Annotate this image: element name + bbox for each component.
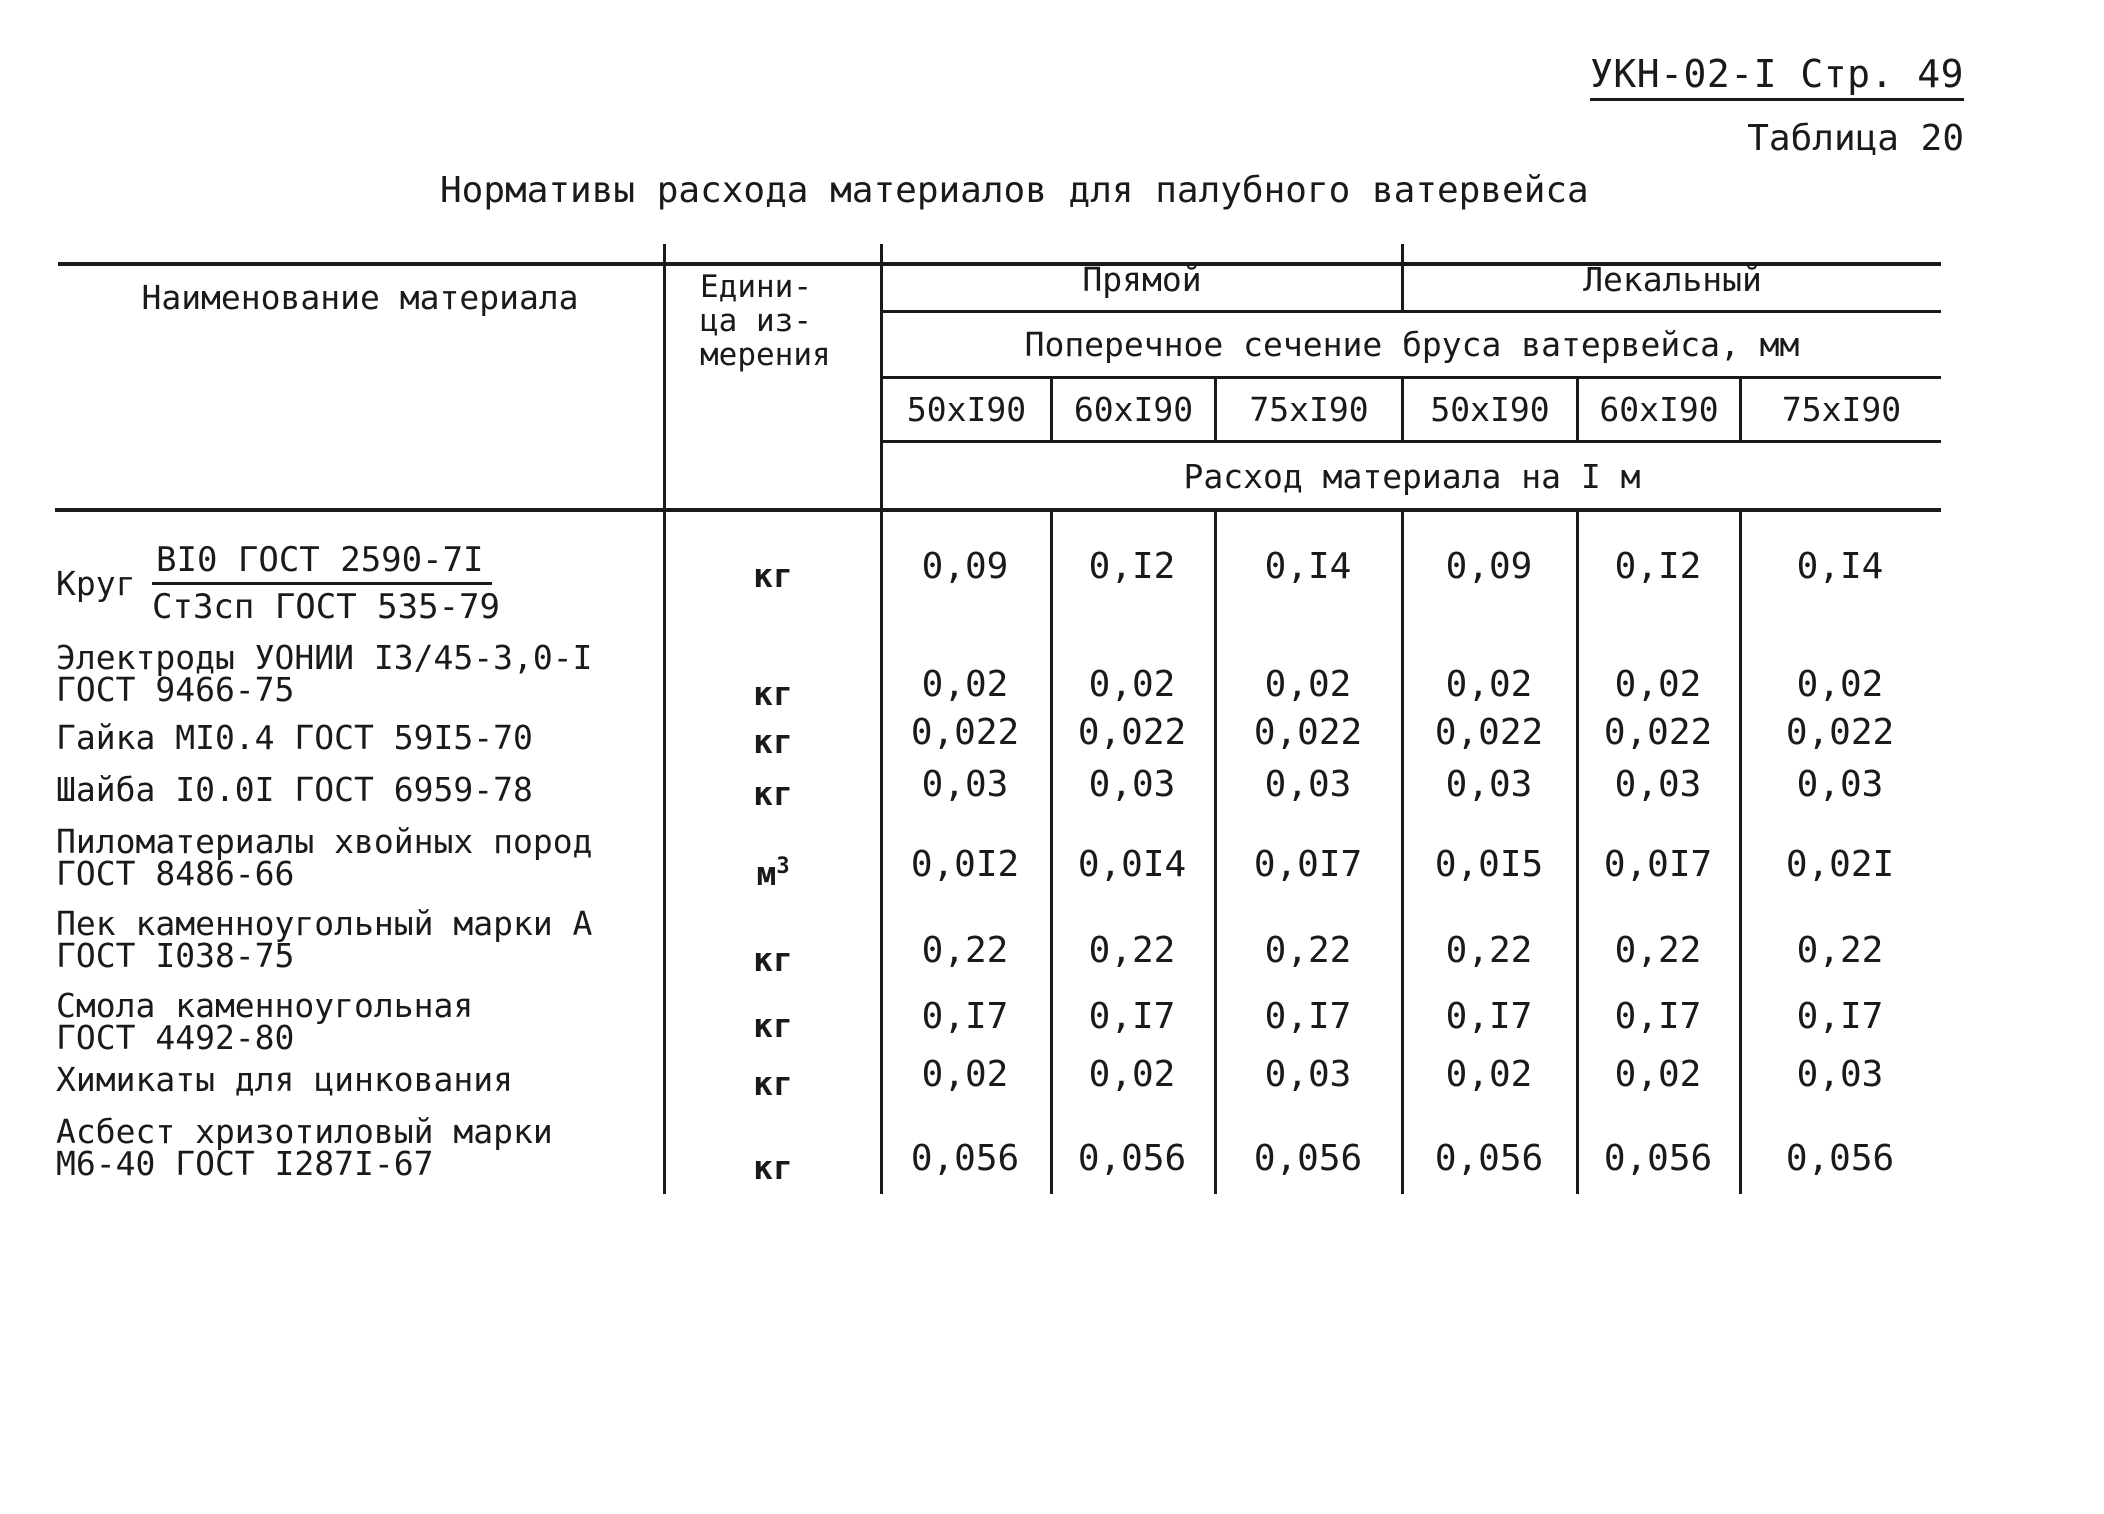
value-cell: 0,056 [1434,1138,1544,1179]
value-cell: 0,02 [1088,664,1176,705]
body-col-divider-5 [1739,512,1742,1194]
unit-cell: кг [753,1148,793,1187]
header-bottom-rule [55,508,1941,512]
value-cell: 0,02 [1088,1054,1176,1095]
value-cell: 0,09 [1445,546,1533,587]
value-cell: 0,09 [921,546,1009,587]
material-name: Пиломатериалы хвойных пород ГОСТ 8486-66 [56,822,593,893]
value-cell: 0,03 [1796,1054,1884,1095]
unit-cell: кг [753,722,793,761]
value-cell: 0,022 [1434,712,1544,753]
value-cell: 0,22 [1796,930,1884,971]
value-cell: 0,02 [1264,664,1352,705]
group-straight-header: Прямой [1082,259,1202,299]
size-header-5: 60хI90 [1599,389,1719,429]
value-cell: 0,0I7 [1603,844,1713,885]
value-cell: 0,I7 [1445,996,1533,1037]
body-col-divider-2 [1214,512,1217,1194]
value-cell: 0,02 [1445,664,1533,705]
value-cell: 0,I7 [1796,996,1884,1037]
value-cell: 0,03 [1445,764,1533,805]
value-cell: 0,02 [1614,664,1702,705]
material-name: Асбест хризотиловый марки М6-40 ГОСТ I287I-67 [56,1112,553,1183]
value-cell: 0,I7 [1614,996,1702,1037]
value-cell: 0,I4 [1796,546,1884,587]
value-cell: 0,03 [1614,764,1702,805]
material-name: Электроды УОНИИ I3/45-3,0-I ГОСТ 9466-75 [56,638,593,709]
section-caption-top-rule [880,310,1941,313]
value-cell: 0,22 [921,930,1009,971]
value-cell: 0,02 [1445,1054,1533,1095]
value-cell: 0,I4 [1264,546,1352,587]
value-cell: 0,022 [1785,712,1895,753]
size-header-3: 75хI90 [1249,389,1369,429]
value-cell: 0,022 [1603,712,1713,753]
material-name: Круг [56,564,136,603]
material-name-fraction [152,540,500,627]
table-title: Нормативы расхода материалов для палубного ватервейса [440,170,1589,211]
unit-column-header: Едини- ца из- мерения [700,269,831,373]
material-column-header: Наименование материала [141,277,579,317]
unit-cell: $м^3$ [756,854,790,893]
value-cell: 0,I7 [1264,996,1352,1037]
unit-cell: кг [753,674,793,713]
consumption-caption: Расход материала на I м [1183,456,1641,496]
size-header-4: 50хI90 [1430,389,1550,429]
value-cell: 0,0I7 [1253,844,1363,885]
material-name: Гайка МI0.4 ГОСТ 59I5-70 [56,718,533,757]
value-cell: 0,02 [1614,1054,1702,1095]
material-name: Пек каменноугольный марки А ГОСТ I038-75 [56,904,593,975]
material-name: Шайба I0.0I ГОСТ 6959-78 [56,770,533,809]
value-cell: 0,022 [910,712,1020,753]
value-cell: 0,22 [1264,930,1352,971]
unit-cell: кг [753,774,793,813]
value-cell: 0,056 [1785,1138,1895,1179]
value-cell: 0,02 [921,1054,1009,1095]
value-cell: 0,22 [1088,930,1176,971]
col-divider-name [663,244,666,1194]
section-caption: Поперечное сечение бруса ватервейса, мм [1024,324,1800,364]
value-cell: 0,056 [910,1138,1020,1179]
unit-cell: кг [753,940,793,979]
material-name: Химикаты для цинкования [56,1060,513,1099]
fraction-numerator: BI0 ГОСТ 2590-7I [152,540,492,585]
value-cell: 0,I7 [921,996,1009,1037]
sizes-top-rule [880,376,1941,379]
value-cell: 0,02 [1796,664,1884,705]
unit-cell: кг [753,1064,793,1103]
size-header-2: 60хI90 [1073,389,1194,429]
value-cell: 0,02 [921,664,1009,705]
value-cell: 0,022 [1077,712,1187,753]
value-cell: 0,22 [1445,930,1533,971]
value-cell: 0,0I5 [1434,844,1544,885]
value-cell: 0,03 [1264,764,1352,805]
value-cell: 0,03 [1088,764,1176,805]
value-cell: 0,02I [1785,844,1895,885]
table-number: Таблица 20 [1747,118,1964,159]
value-cell: 0,056 [1077,1138,1187,1179]
value-cell: 0,056 [1253,1138,1363,1179]
material-name: Смола каменноугольная ГОСТ 4492-80 [56,986,474,1057]
body-col-divider-3 [1401,512,1404,1194]
value-cell: 0,I7 [1088,996,1176,1037]
group-curved-header: Лекальный [1583,259,1762,299]
unit-cell: кг [753,556,793,595]
value-cell: 0,03 [921,764,1009,805]
value-cell: 0,022 [1253,712,1363,753]
size-header-1: 50хI90 [906,389,1027,429]
value-cell: 0,I2 [1088,546,1176,587]
sizes-bottom-rule [880,440,1941,443]
unit-cell: кг [753,1006,793,1045]
value-cell: 0,056 [1603,1138,1713,1179]
value-cell: 0,I2 [1614,546,1702,587]
value-cell: 0,0I4 [1077,844,1187,885]
value-cell: 0,03 [1796,764,1884,805]
document-code: УКН-02-I Стр. 49 [1590,52,1964,101]
size-header-6: 75хI90 [1781,389,1902,429]
value-cell: 0,22 [1614,930,1702,971]
fraction-denominator: Ст3сп ГОСТ 535-79 [152,587,500,627]
value-cell: 0,03 [1264,1054,1352,1095]
value-cell: 0,0I2 [910,844,1020,885]
